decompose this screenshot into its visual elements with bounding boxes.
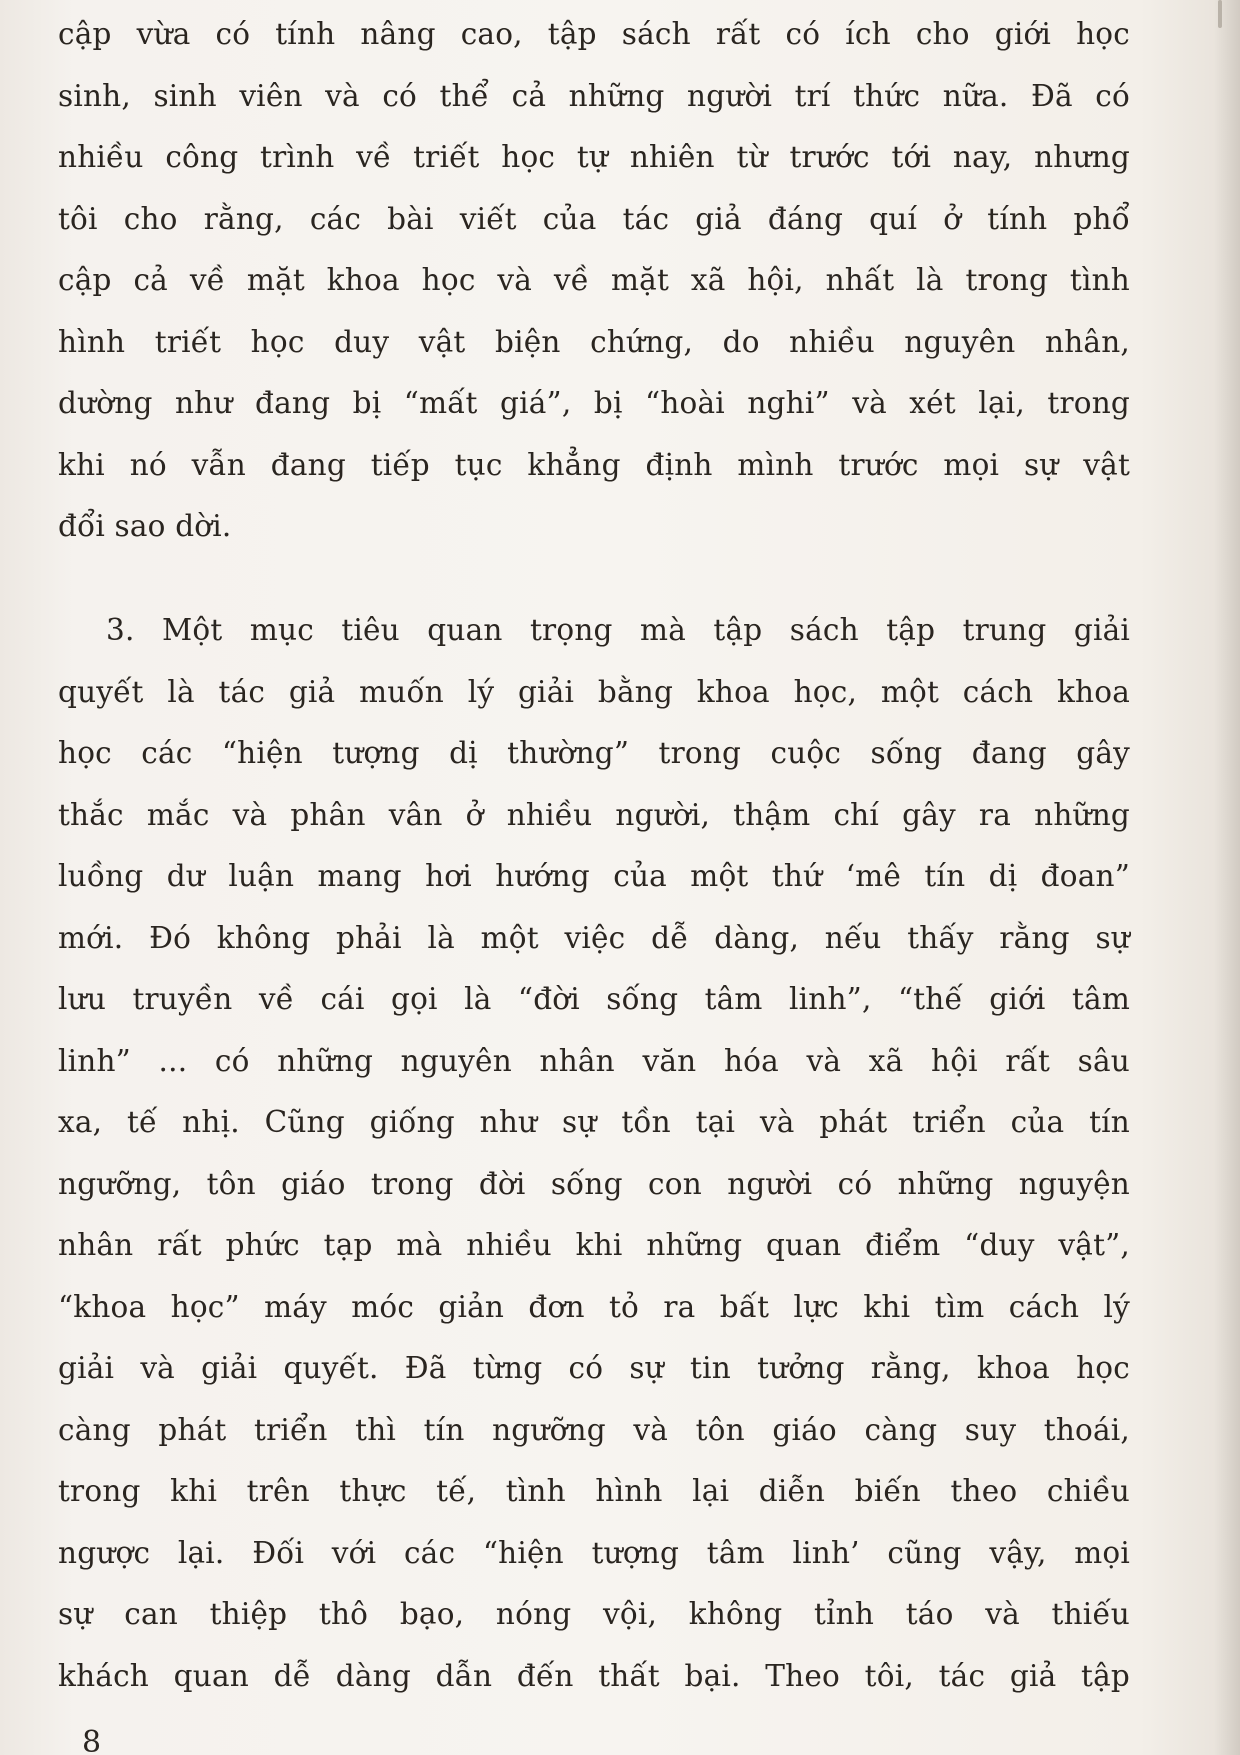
text-line: dường như đang bị “mất giá”, bị “hoài nghi” và xét lại, trong (58, 386, 1130, 420)
text-line: “khoa học” máy móc giản đơn tỏ ra bất lực khi tìm cách lý (58, 1289, 1130, 1324)
text-line: hình triết học duy vật biện chứng, do nhiều nguyên nhân, (58, 324, 1130, 359)
page-binding-shadow (1214, 0, 1240, 1755)
text-line: 3. Một mục tiêu quan trọng mà tập sách tập trung giải (106, 613, 1130, 647)
text-line: xa, tế nhị. Cũng giống như sự tồn tại và phát triển của tín (58, 1105, 1130, 1139)
text-line: luồng dư luận mang hơi hướng của một thứ ‘mê tín dị đoan” (58, 859, 1130, 893)
text-line: thắc mắc và phân vân ở nhiều người, thậm chí gây ra những (58, 797, 1130, 832)
text-line: ngược lại. Đối với các “hiện tượng tâm linh’ cũng vậy, mọi (58, 1535, 1130, 1570)
paragraph-1 (58, 4, 1130, 558)
text-line: giải và giải quyết. Đã từng có sự tin tưởng rằng, khoa học (58, 1351, 1130, 1385)
scan-edge-mark (1218, 0, 1222, 28)
text-line: nhiều công trình về triết học tự nhiên từ trước tới nay, nhưng (58, 140, 1130, 174)
text-line: ngưỡng, tôn giáo trong đời sống con người có những nguyện (58, 1166, 1130, 1201)
text-line: đổi sao dời. (58, 509, 232, 543)
page-number: 8 (82, 1725, 102, 1755)
text-line: trong khi trên thực tế, tình hình lại diễn biến theo chiều (58, 1474, 1130, 1508)
text-line: càng phát triển thì tín ngưỡng và tôn giáo càng suy thoái, (58, 1412, 1130, 1447)
text-line: nhân rất phức tạp mà nhiều khi những quan điểm “duy vật”, (58, 1228, 1130, 1262)
text-line: quyết là tác giả muốn lý giải bằng khoa học, một cách khoa (58, 674, 1130, 709)
text-line: cập vừa có tính nâng cao, tập sách rất có ích cho giới học (58, 17, 1130, 51)
text-line: linh” ... có những nguyên nhân văn hóa và xã hội rất sâu (58, 1043, 1130, 1078)
text-line: khi nó vẫn đang tiếp tục khẳng định mình trước mọi sự vật (58, 447, 1130, 482)
text-line: tôi cho rằng, các bài viết của tác giả đáng quí ở tính phổ (58, 201, 1130, 236)
text-line: lưu truyền về cái gọi là “đời sống tâm linh”, “thế giới tâm (58, 982, 1130, 1016)
text-line: mới. Đó không phải là một việc dễ dàng, nếu thấy rằng sự (58, 920, 1130, 955)
text-line: khách quan dễ dàng dẫn đến thất bại. Theo tôi, tác giả tập (58, 1658, 1130, 1693)
paragraph-2 (58, 600, 1130, 1707)
text-line: sự can thiệp thô bạo, nóng vội, không tỉnh táo và thiếu (58, 1597, 1130, 1631)
text-line: học các “hiện tượng dị thường” trong cuộc sống đang gây (58, 736, 1130, 770)
text-line: cập cả về mặt khoa học và về mặt xã hội, nhất là trong tình (58, 263, 1130, 297)
text-line: sinh, sinh viên và có thể cả những người trí thức nữa. Đã có (58, 78, 1130, 113)
